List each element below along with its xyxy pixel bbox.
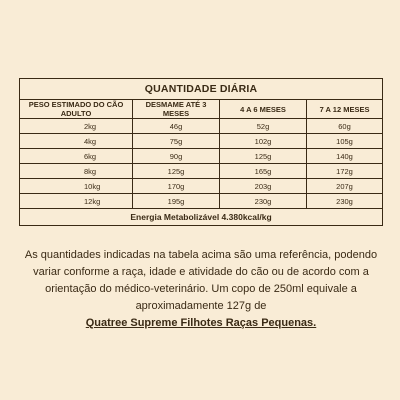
- amount-cell: 172g: [307, 164, 383, 179]
- amount-cell: 203g: [220, 179, 307, 194]
- amount-cell: 230g: [220, 194, 307, 209]
- energy-footer: Energia Metabolizável 4.380kcal/kg: [20, 209, 383, 226]
- amount-cell: 60g: [307, 119, 383, 134]
- table-title: QUANTIDADE DIÁRIA: [20, 79, 383, 100]
- table-row: [20, 179, 383, 194]
- note-text: As quantidades indicadas na tabela acima são uma referência, podendo variar conforme a raça, idade e atividade do cão ou de acordo com a orientação do médico-veterinário. Um copo de 250ml equivale a aproximadamente 127g de: [24, 249, 378, 312]
- amount-cell: 230g: [307, 194, 383, 209]
- feeding-note: [15, 247, 387, 332]
- amount-cell: 170g: [133, 179, 220, 194]
- amount-cell: 102g: [220, 134, 307, 149]
- feeding-table-container: [19, 78, 382, 226]
- amount-cell: 207g: [307, 179, 383, 194]
- amount-cell: 105g: [307, 134, 383, 149]
- weight-cell: 4kg: [20, 134, 133, 149]
- header-4-6-months: 4 A 6 MESES: [220, 100, 307, 119]
- table-row: [20, 149, 383, 164]
- weight-cell: 12kg: [20, 194, 133, 209]
- table-row: [20, 194, 383, 209]
- table-row: [20, 164, 383, 179]
- amount-cell: 140g: [307, 149, 383, 164]
- table-row: [20, 119, 383, 134]
- header-weight: PESO ESTIMADO DO CÃO ADULTO: [20, 100, 133, 119]
- amount-cell: 46g: [133, 119, 220, 134]
- weight-cell: 2kg: [20, 119, 133, 134]
- feeding-table: [19, 78, 383, 226]
- header-weaning-3-months: DESMAME ATÉ 3 MESES: [133, 100, 220, 119]
- amount-cell: 165g: [220, 164, 307, 179]
- amount-cell: 125g: [133, 164, 220, 179]
- weight-cell: 8kg: [20, 164, 133, 179]
- amount-cell: 90g: [133, 149, 220, 164]
- header-7-12-months: 7 A 12 MESES: [307, 100, 383, 119]
- amount-cell: 75g: [133, 134, 220, 149]
- amount-cell: 125g: [220, 149, 307, 164]
- weight-cell: 10kg: [20, 179, 133, 194]
- table-row: [20, 134, 383, 149]
- amount-cell: 195g: [133, 194, 220, 209]
- weight-cell: 6kg: [20, 149, 133, 164]
- product-name: Quatree Supreme Filhotes Raças Pequenas.: [85, 317, 317, 329]
- amount-cell: 52g: [220, 119, 307, 134]
